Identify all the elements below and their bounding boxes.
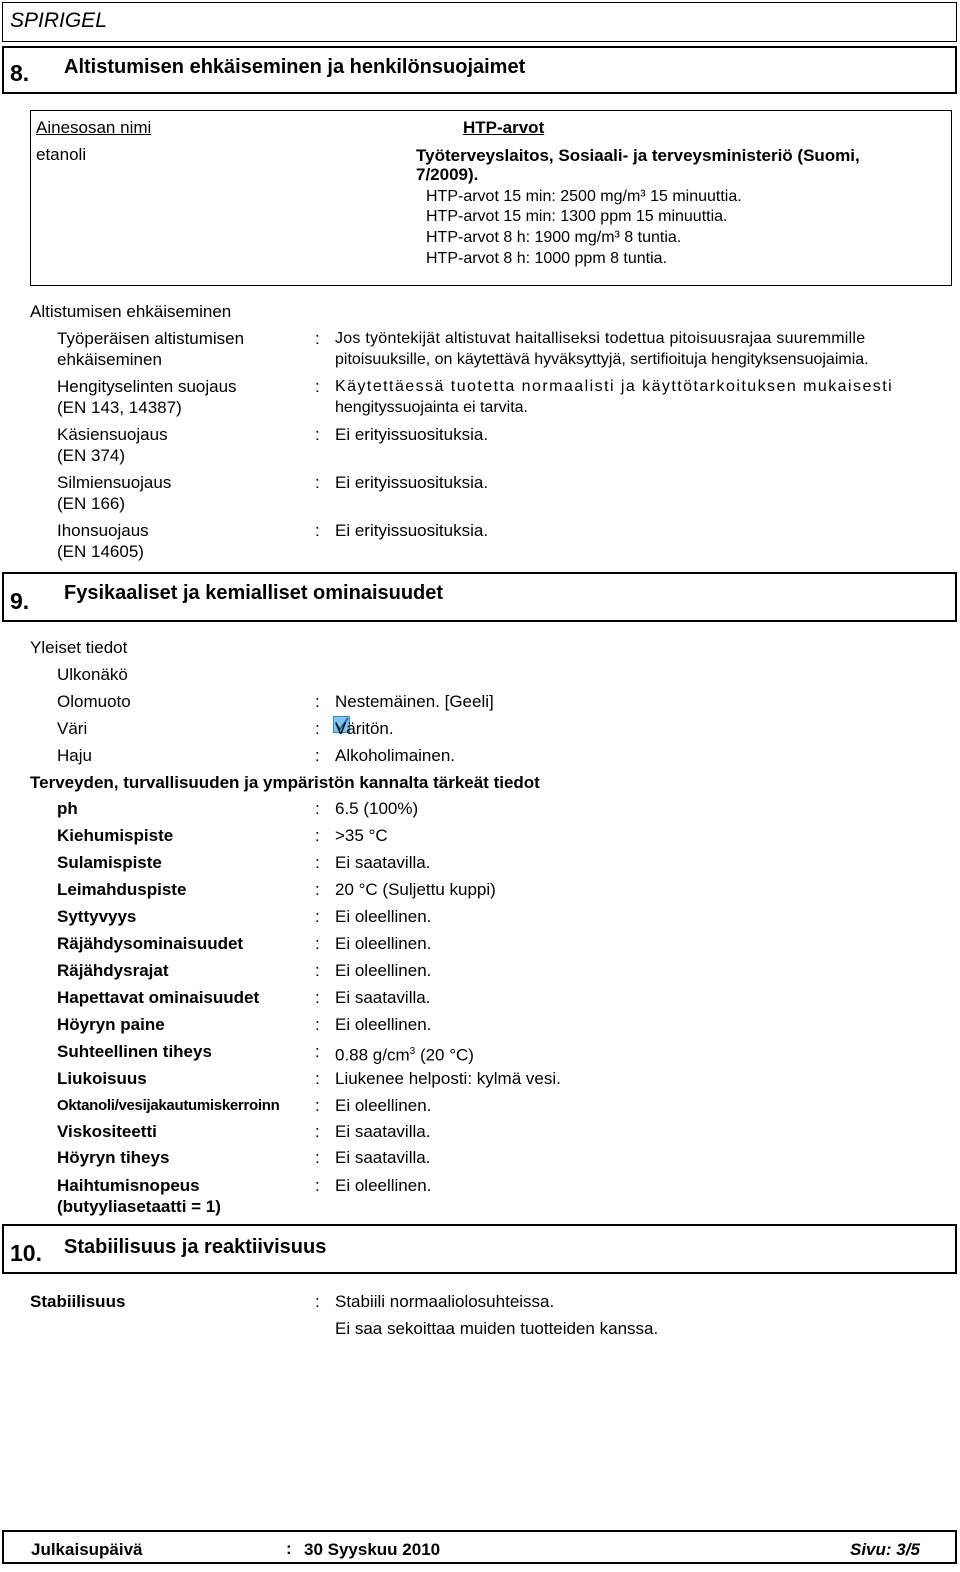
prop-label: Haju bbox=[57, 746, 92, 765]
prop-label: ph bbox=[57, 799, 78, 818]
row-value: Ei erityissuosituksia. bbox=[335, 425, 489, 444]
prop-value: Ei oleellinen. bbox=[335, 934, 432, 953]
prop-value: Nestemäinen. [Geeli] bbox=[335, 692, 494, 711]
row-label: Ihonsuojaus bbox=[57, 521, 149, 540]
prop-label: Haihtumisnopeus bbox=[57, 1176, 200, 1195]
row-label: (EN 14605) bbox=[57, 542, 144, 561]
prop-colon: : bbox=[315, 746, 320, 765]
row-colon: : bbox=[315, 377, 320, 396]
row-colon: : bbox=[315, 425, 320, 444]
prop-label: Räjähdysominaisuudet bbox=[57, 934, 244, 953]
section-8-number: 8. bbox=[10, 60, 30, 86]
exposure-heading: Altistumisen ehkäiseminen bbox=[30, 302, 232, 321]
row-colon: : bbox=[315, 473, 320, 492]
prop-value: Ei saatavilla. bbox=[335, 1122, 431, 1141]
section-9-title: Fysikaaliset ja kemialliset ominaisuudet bbox=[64, 582, 444, 604]
source-line-1: Työterveyslaitos, Sosiaali- ja terveysministeriö (Suomi, bbox=[416, 146, 860, 165]
prop-colon: : bbox=[315, 853, 320, 872]
limit-line: HTP-arvot 15 min: 2500 mg/m³ 15 minuuttia. bbox=[426, 188, 742, 205]
stability-value-2: Ei saa sekoittaa muiden tuotteiden kanssa. bbox=[335, 1319, 659, 1338]
row-value: pitoisuuksille, on käytettävä hyväksyttyjä, sertifioituja hengityksensuojaimia. bbox=[335, 351, 869, 368]
col-ingredient-header: Ainesosan nimi bbox=[36, 118, 152, 137]
footer-page: Sivu: 3/5 bbox=[850, 1540, 920, 1559]
prop-label: Syttyvyys bbox=[57, 907, 137, 926]
stability-value: Stabiili normaaliolosuhteissa. bbox=[335, 1292, 555, 1311]
prop-value: >35 °C bbox=[335, 826, 388, 845]
prop-label: Höyryn tiheys bbox=[57, 1148, 170, 1167]
prop-label: Sulamispiste bbox=[57, 853, 162, 872]
prop-label-line2: (butyyliasetaatti = 1) bbox=[57, 1197, 221, 1216]
prop-colon: : bbox=[315, 1176, 320, 1195]
prop-value: Ei oleellinen. bbox=[335, 1176, 432, 1195]
row-label: Hengityselinten suojaus bbox=[57, 377, 237, 396]
limit-line: HTP-arvot 8 h: 1000 ppm 8 tuntia. bbox=[426, 250, 668, 267]
footer-label: Julkaisupäivä bbox=[31, 1540, 143, 1559]
row-label: Työperäisen altistumisen bbox=[57, 329, 245, 348]
col-htp-header: HTP-arvot bbox=[463, 118, 545, 137]
prop-label: Kiehumispiste bbox=[57, 826, 174, 845]
section-9-number: 9. bbox=[10, 588, 30, 614]
stability-colon: : bbox=[315, 1292, 320, 1311]
prop-colon: : bbox=[315, 719, 320, 738]
prop-value: Alkoholimainen. bbox=[335, 746, 456, 765]
ingredient-name: etanoli bbox=[36, 145, 87, 164]
footer-bar bbox=[2, 1530, 957, 1564]
row-value: hengityssuojainta ei tarvita. bbox=[335, 399, 528, 416]
section-9-header bbox=[2, 572, 957, 622]
prop-label: Höyryn paine bbox=[57, 1015, 165, 1034]
prop-colon: : bbox=[315, 988, 320, 1007]
row-label: (EN 374) bbox=[57, 446, 126, 465]
prop-colon: : bbox=[315, 1122, 320, 1141]
appearance-heading: Ulkonäkö bbox=[57, 665, 128, 684]
prop-label: Räjähdysrajat bbox=[57, 961, 169, 980]
row-label: (EN 143, 14387) bbox=[57, 398, 182, 417]
row-value: Ei erityissuosituksia. bbox=[335, 521, 489, 540]
row-label: (EN 166) bbox=[57, 494, 126, 513]
row-colon: : bbox=[315, 521, 320, 540]
section-10-title: Stabiilisuus ja reaktiivisuus bbox=[64, 1236, 327, 1258]
stability-label: Stabiilisuus bbox=[30, 1292, 126, 1311]
footer-colon: : bbox=[286, 1539, 292, 1558]
prop-label: Väri bbox=[57, 719, 88, 738]
limit-line: HTP-arvot 15 min: 1300 ppm 15 minuuttia. bbox=[426, 208, 728, 225]
prop-colon: : bbox=[315, 799, 320, 818]
prop-value bbox=[335, 1041, 474, 1066]
prop-value: 6.5 (100%) bbox=[335, 799, 419, 818]
prop-value: Ei oleellinen. bbox=[335, 1015, 432, 1034]
prop-value: Ei saatavilla. bbox=[335, 988, 431, 1007]
prop-colon: : bbox=[315, 934, 320, 953]
prop-colon: : bbox=[315, 907, 320, 926]
row-label: Silmiensuojaus bbox=[57, 473, 172, 492]
density-value: 0.88 g/cm bbox=[335, 1045, 410, 1065]
prop-colon: : bbox=[315, 1096, 320, 1115]
row-value: Jos työntekijät altistuvat haitalliseksi todettua pitoisuusrajaa suuremmille bbox=[335, 330, 866, 347]
density-condition: (20 °C) bbox=[415, 1045, 474, 1065]
section-10-header bbox=[2, 1224, 957, 1274]
section-8-header bbox=[2, 46, 957, 94]
health-heading: Terveyden, turvallisuuden ja ympäristön kannalta tärkeät tiedot bbox=[30, 773, 540, 792]
prop-label: Suhteellinen tiheys bbox=[57, 1042, 212, 1061]
prop-value: Ei oleellinen. bbox=[335, 907, 432, 926]
prop-colon: : bbox=[315, 880, 320, 899]
prop-colon: : bbox=[315, 826, 320, 845]
product-name: SPIRIGEL bbox=[10, 9, 107, 32]
prop-colon: : bbox=[315, 1015, 320, 1034]
prop-colon: : bbox=[315, 692, 320, 711]
limit-line: HTP-arvot 8 h: 1900 mg/m³ 8 tuntia. bbox=[426, 229, 682, 246]
prop-value: 20 °C (Suljettu kuppi) bbox=[335, 880, 496, 899]
prop-colon: : bbox=[315, 961, 320, 980]
row-label: Käsiensuojaus bbox=[57, 425, 168, 444]
prop-colon: : bbox=[315, 1069, 320, 1088]
prop-colon: : bbox=[315, 1042, 320, 1061]
density-unit-exponent: 3 bbox=[409, 1046, 416, 1057]
prop-colon: : bbox=[315, 1148, 320, 1167]
prop-value: Ei saatavilla. bbox=[335, 1148, 431, 1167]
prop-label: Hapettavat ominaisuudet bbox=[57, 988, 260, 1007]
section-10-number: 10. bbox=[10, 1240, 42, 1266]
source-line-2: 7/2009). bbox=[416, 165, 479, 184]
htp-table bbox=[30, 110, 952, 286]
row-label: ehkäiseminen bbox=[57, 350, 162, 369]
prop-value: Ei saatavilla. bbox=[335, 853, 431, 872]
prop-value: Ei oleellinen. bbox=[335, 1096, 432, 1115]
row-colon: : bbox=[315, 329, 320, 348]
prop-value: Ei oleellinen. bbox=[335, 961, 432, 980]
product-header bbox=[2, 2, 957, 42]
prop-label: Olomuoto bbox=[57, 692, 131, 711]
general-heading: Yleiset tiedot bbox=[30, 638, 128, 657]
prop-value: Liukenee helposti: kylmä vesi. bbox=[335, 1069, 561, 1088]
prop-label: Viskositeetti bbox=[57, 1122, 157, 1141]
prop-value: Väritön. bbox=[335, 719, 394, 738]
prop-label: Oktanoli/vesijakautumiskerroinn bbox=[57, 1097, 280, 1114]
footer-date: 30 Syyskuu 2010 bbox=[304, 1540, 441, 1559]
row-value: Ei erityissuosituksia. bbox=[335, 473, 489, 492]
section-8-title: Altistumisen ehkäiseminen ja henkilönsuojaimet bbox=[64, 56, 526, 78]
prop-label: Liukoisuus bbox=[57, 1069, 147, 1088]
prop-label: Leimahduspiste bbox=[57, 880, 187, 899]
row-value: Käytettäessä tuotetta normaalisti ja käyttötarkoituksen mukaisesti bbox=[335, 378, 894, 395]
